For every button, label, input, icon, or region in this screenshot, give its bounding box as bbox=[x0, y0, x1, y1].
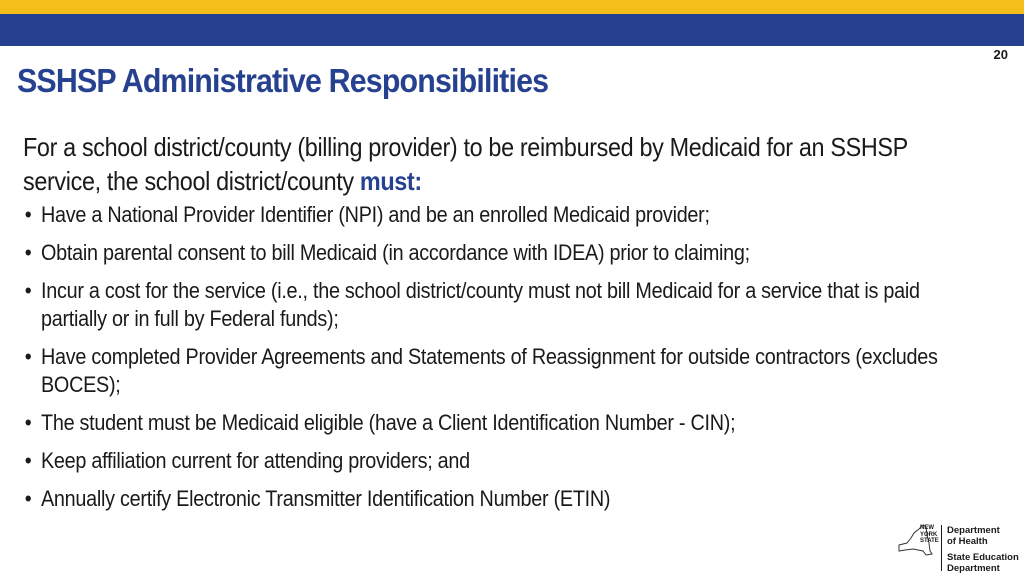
department-names: Department of Health State Education Department bbox=[947, 525, 1019, 574]
list-item: • Have completed Provider Agreements and Statements of Reassignment for outside contractors (excludes BOCES); bbox=[23, 343, 950, 399]
intro-text: For a school district/county (billing provider) to be reimbursed by Medicaid for an SSHSP service, the school district/county bbox=[23, 132, 908, 196]
logo-divider bbox=[941, 525, 942, 571]
list-item: • Have a National Provider Identifier (NPI) and be an enrolled Medicaid provider; bbox=[23, 201, 950, 229]
state-name: NEW YORK STATE bbox=[920, 525, 939, 544]
header-gold-stripe bbox=[0, 0, 1024, 14]
list-item: • Keep affiliation current for attending providers; and bbox=[23, 447, 950, 475]
slide-number: 20 bbox=[993, 47, 1008, 62]
slide-content bbox=[23, 130, 938, 523]
requirements-list bbox=[23, 201, 950, 513]
intro-emphasis: must: bbox=[359, 166, 422, 196]
nys-logo bbox=[893, 521, 1021, 573]
list-item: • Annually certify Electronic Transmitter Identification Number (ETIN) bbox=[23, 485, 950, 513]
header-blue-band bbox=[0, 14, 1024, 46]
intro-paragraph bbox=[23, 130, 923, 198]
list-item: • Obtain parental consent to bill Medicaid (in accordance with IDEA) prior to claiming; bbox=[23, 239, 950, 267]
list-item: • Incur a cost for the service (i.e., the school district/county must not bill Medicaid for a service that is paid partially or in full by Federal funds); bbox=[23, 277, 950, 333]
list-item: • The student must be Medicaid eligible (have a Client Identification Number - CIN); bbox=[23, 409, 950, 437]
slide-title: SSHSP Administrative Responsibilities bbox=[17, 62, 549, 99]
